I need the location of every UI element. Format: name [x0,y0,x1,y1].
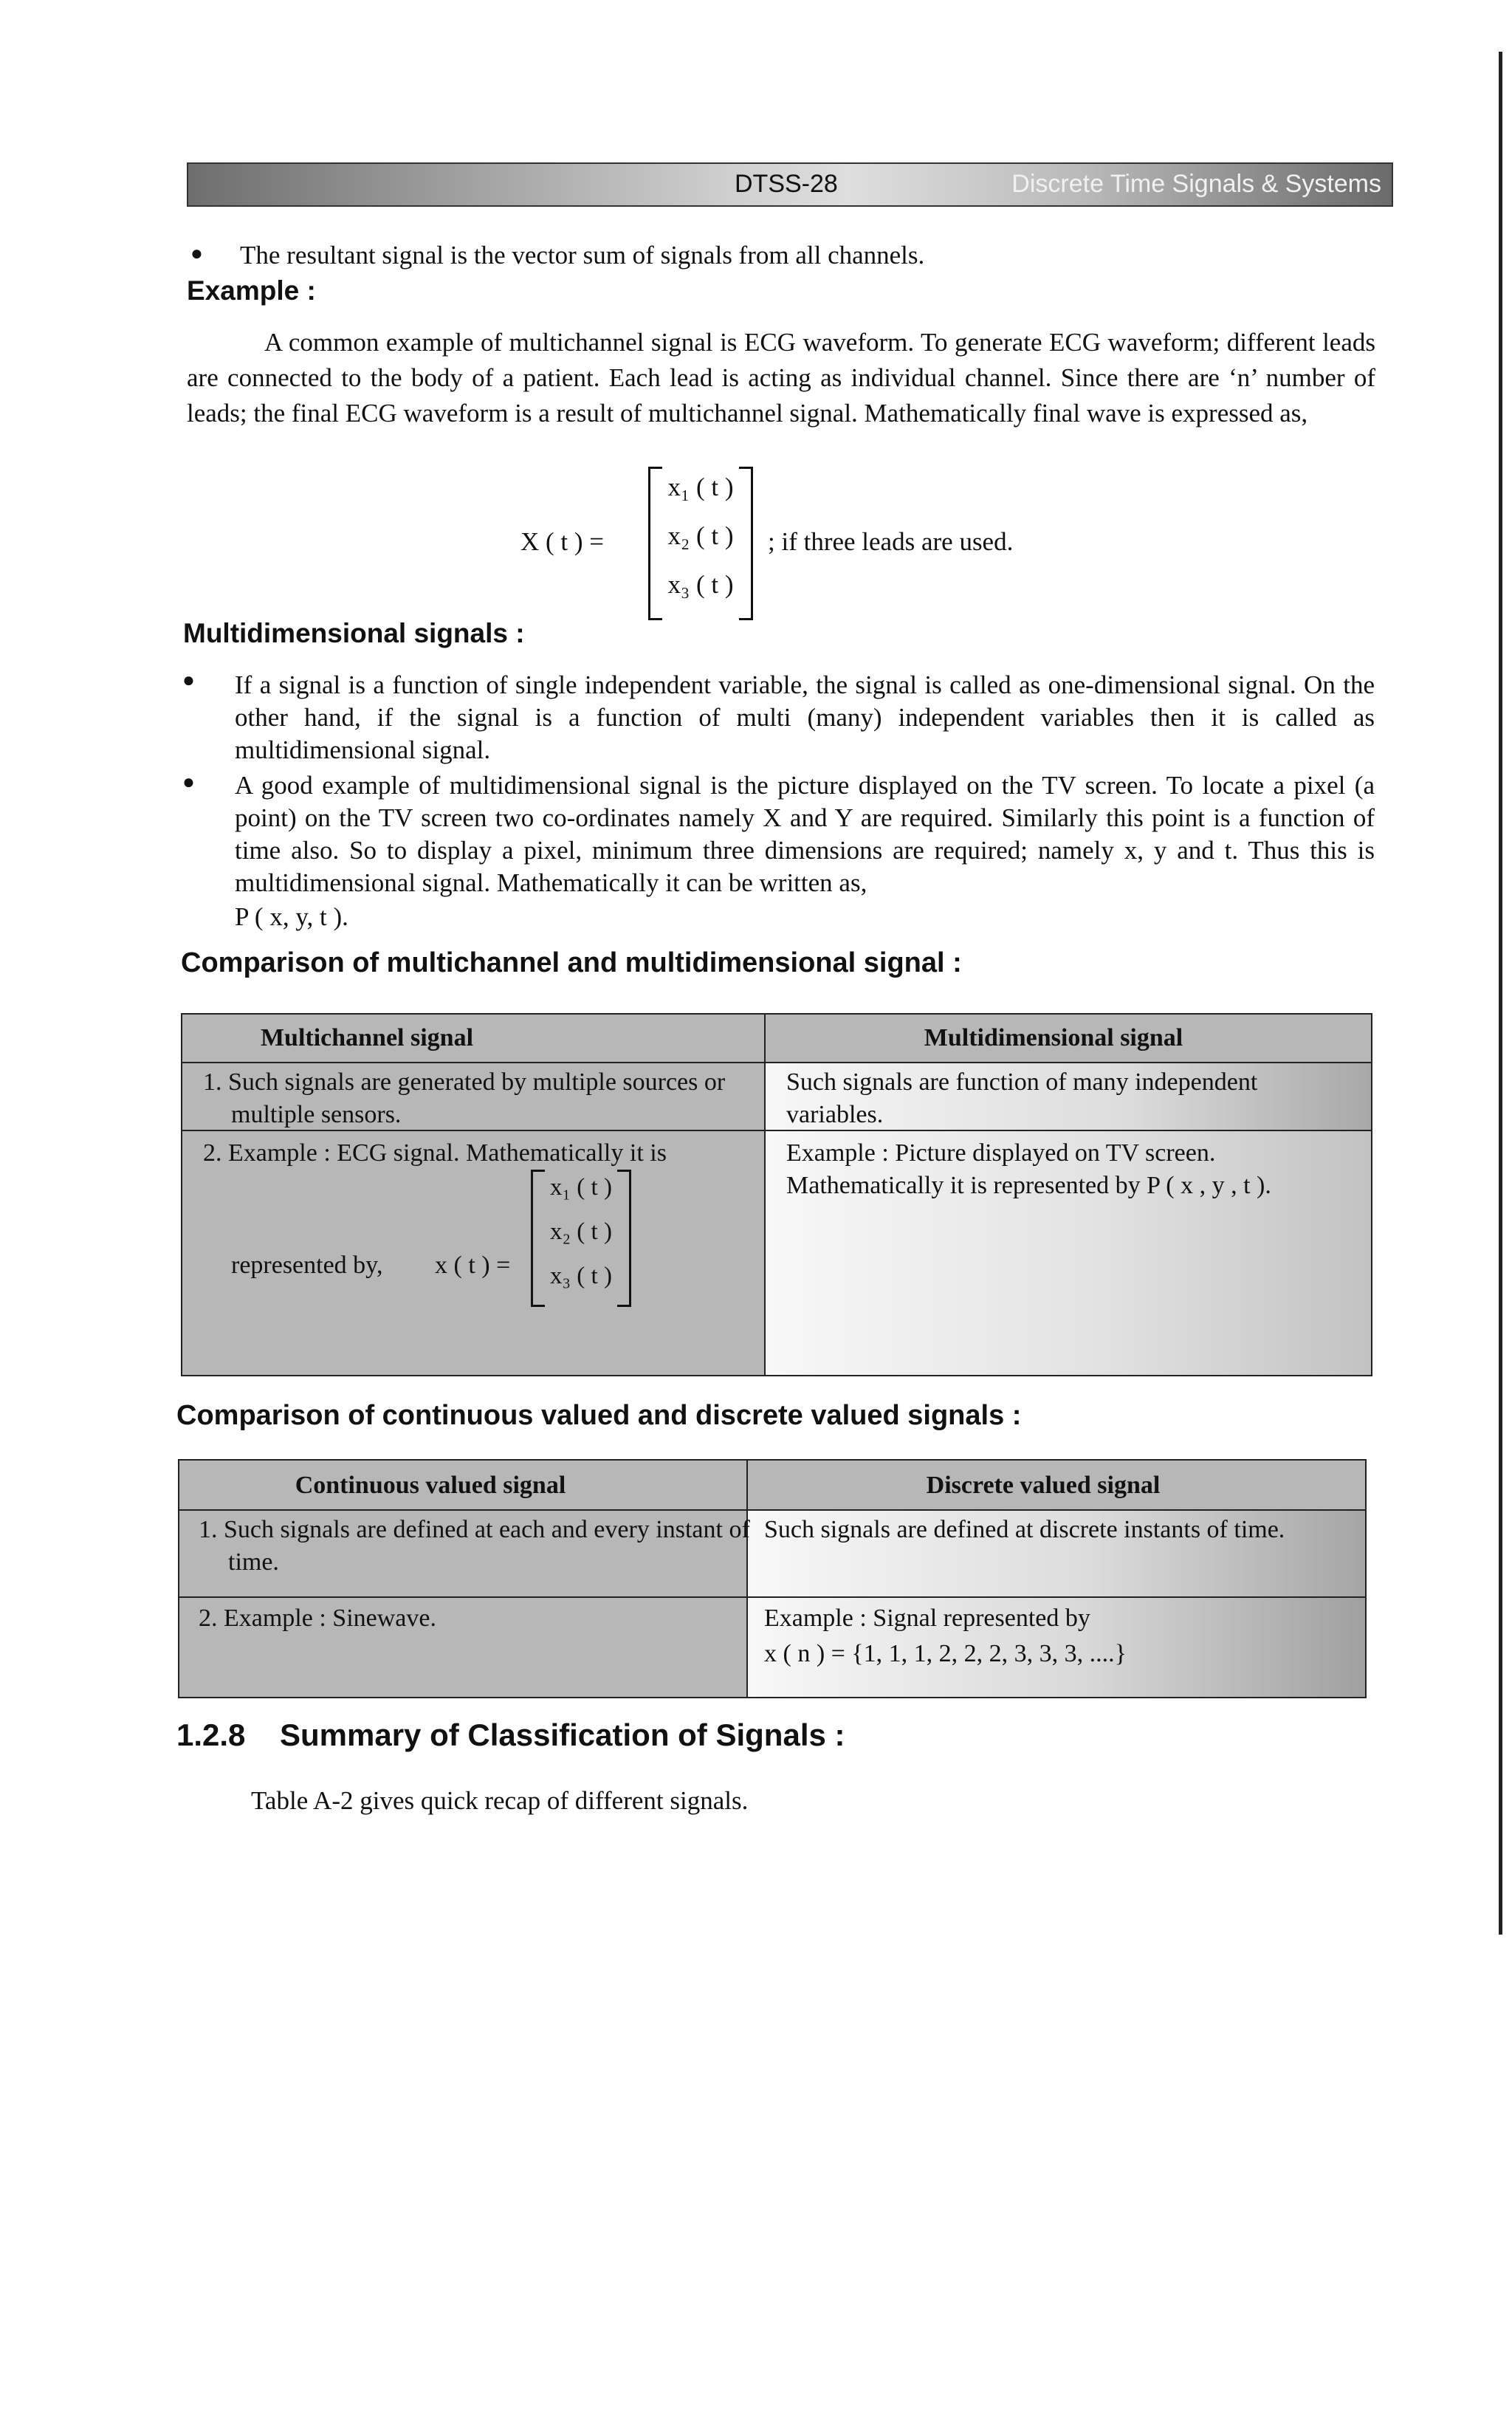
multidimensional-bullet-1: If a signal is a function of single independent variable, the signal is called as one-dimensional signal. On the other hand, if the signal is a function of multi (many) independent variables then it is called as multidimensional signal. [235,670,1375,764]
multidimensional-bullet-2: A good example of multidimensional signal is the picture displayed on the TV screen. To locate a pixel (a point) on the TV screen two co-ordinates namely X and Y are required. Similarly this point is a function of time also. So to display a pixel, minimum three dimensions are required; namely x, y and t. Thus this is multidimensional signal. Mathematically it can be written as, [235,771,1375,897]
multidimensional-formula: P ( x, y, t ). [235,902,348,931]
comparison2-table [178,1459,1367,1698]
matrix-row: x₁ ( t ) [667,473,734,501]
comparison2-heading: Comparison of continuous valued and discrete valued signals : [176,1400,1022,1431]
lead-matrix [648,467,753,620]
equation-lhs: X ( t ) = [520,527,605,556]
example-heading: Example : [187,275,316,306]
col-header-continuous: Continuous valued signal [295,1472,566,1499]
intro-bullet-text: The resultant signal is the vector sum of signals from all channels. [240,241,925,270]
col-header-discrete: Discrete valued signal [926,1472,1161,1499]
row2-continuous: 2. Example : Sinewave. [199,1605,436,1632]
book-title: Discrete Time Signals & Systems [1011,170,1381,198]
page-header [187,162,1393,207]
bullet-icon: ● [182,771,195,794]
col-header-multichannel: Multichannel signal [260,1024,474,1051]
comparison1-heading: Comparison of multichannel and multidimensional signal : [181,947,962,978]
matrix-row: x₁ ( t ) [550,1174,612,1201]
bullet-icon: ● [190,242,203,265]
row1-discrete: Such signals are defined at discrete instants of time. [764,1516,1285,1543]
section-heading [176,1717,845,1753]
col-header-multidimensional: Multidimensional signal [924,1024,1183,1051]
page-number: DTSS-28 [735,170,838,198]
row1-multichannel: 1. Such signals are generated by multiple sources or multiple sensors. [203,1068,726,1128]
equation-note: ; if three leads are used. [768,527,1014,556]
matrix-row: x₃ ( t ) [667,570,734,599]
multidimensional-heading: Multidimensional signals : [183,618,525,648]
row1-multidimensional: Such signals are function of many independent variables. [786,1068,1258,1128]
row2-discrete-line1: Example : Signal represented by [764,1605,1090,1632]
row2-discrete-line2: x ( n ) = {1, 1, 1, 2, 2, 2, 3, 3, 3, ....} [764,1640,1127,1667]
matrix-row: x₂ ( t ) [667,521,734,550]
summary-text: Table A-2 gives quick recap of different signals. [251,1786,749,1815]
row2-multichannel-line1: 2. Example : ECG signal. Mathematically it is [203,1139,667,1167]
section-number: 1.2.8 [176,1717,246,1752]
row2-multichannel-eq: x ( t ) = [435,1252,511,1279]
row2-multidimensional: Example : Picture displayed on TV screen. Mathematically it is represented by P ( x , y , t ). [786,1139,1271,1199]
row1-continuous: 1. Such signals are defined at each and every instant of time. [199,1516,750,1576]
comparison1-table [181,1013,1372,1376]
ecg-matrix [531,1170,631,1307]
bullet-icon: ● [182,669,195,692]
binding-edge [1499,52,1502,1935]
matrix-row: x₂ ( t ) [550,1218,612,1245]
section-title: Summary of Classification of Signals : [280,1717,845,1752]
row2-multichannel-line2: represented by, [231,1252,383,1279]
example-paragraph: A common example of multichannel signal is ECG waveform. To generate ECG waveform; different leads are connected to the body of a patient. Each lead is acting as individual channel. Since there are ‘n’ number of leads; the final ECG waveform is a result of multichannel signal. Mathematically final wave is expressed as, [187,328,1375,428]
matrix-row: x₃ ( t ) [550,1263,612,1289]
